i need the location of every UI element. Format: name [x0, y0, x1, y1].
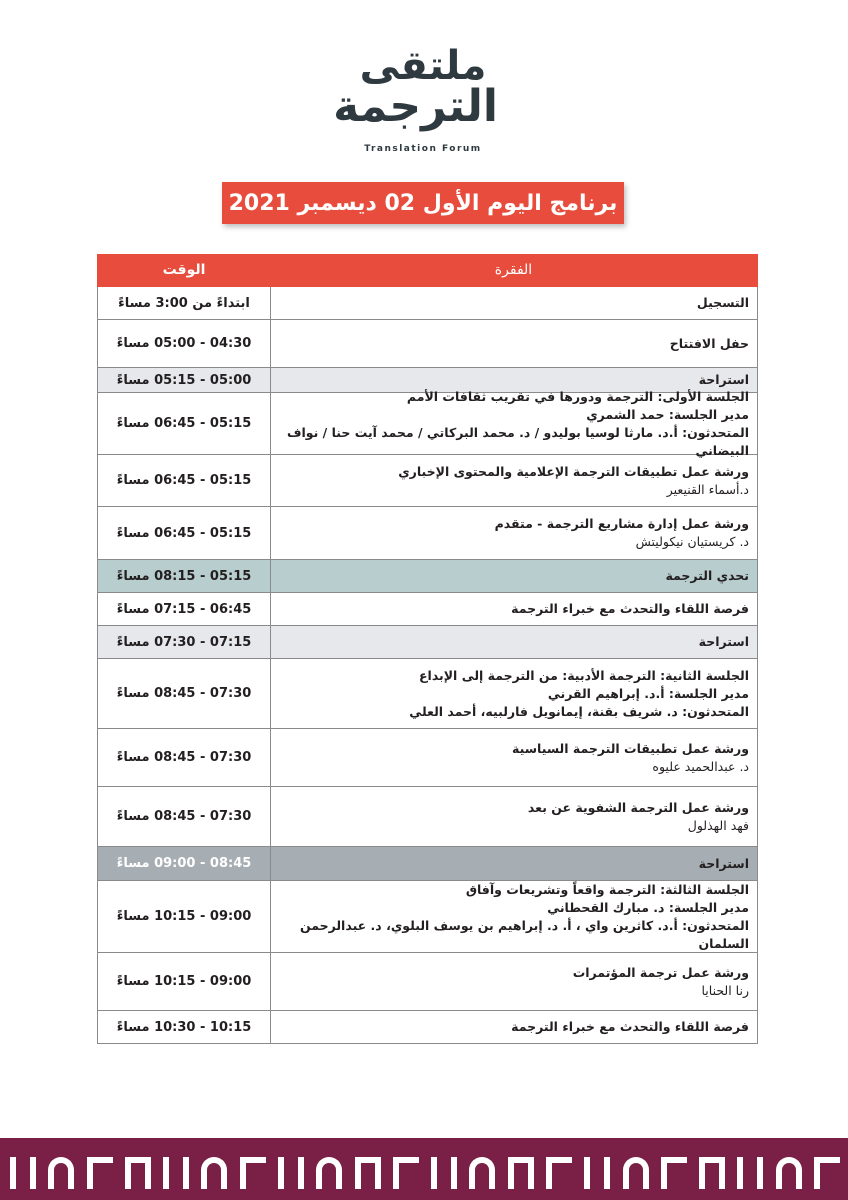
time-cell: 09:00 - 10:15 مساءً — [98, 953, 271, 1010]
time-cell: 05:15 - 06:45 مساءً — [98, 507, 271, 559]
item-line: استراحة — [698, 634, 749, 649]
header-item: الفقرة — [494, 262, 533, 278]
time-cell: 04:30 - 05:00 مساءً — [98, 320, 271, 367]
table-row — [97, 1011, 758, 1044]
item-line: مدير الجلسة: حمد الشمري — [586, 406, 749, 422]
item-line: تحدي الترجمة — [665, 568, 749, 583]
table-row — [97, 320, 758, 368]
table-row — [97, 507, 758, 560]
table-row — [97, 626, 758, 659]
table-row — [97, 953, 758, 1011]
item-line: استراحة — [698, 372, 749, 387]
item-cell — [271, 659, 757, 728]
item-cell — [271, 455, 757, 506]
item-line: ورشة عمل ترجمة المؤتمرات — [572, 964, 749, 980]
table-row — [97, 388, 758, 458]
item-line: مدير الجلسة: أ.د. إبراهيم القرني — [547, 685, 749, 701]
item-line: د. عبدالحميد عليوه — [652, 758, 749, 774]
footer-letterforms — [10, 1146, 840, 1200]
time-cell: 08:45 - 09:00 مساءً — [98, 847, 271, 880]
item-line: الجلسة الثالثة: الترجمة واقعاً وتشريعات وآفاق — [465, 881, 749, 897]
item-cell — [271, 320, 757, 367]
item-cell — [271, 626, 757, 658]
item-cell — [271, 729, 757, 786]
logo-english: Translation Forum — [364, 144, 482, 154]
item-line: فرصة اللقاء والتحدث مع خبراء الترجمة — [511, 601, 749, 616]
logo-arabic-line2: الترجمة — [333, 81, 498, 132]
item-line: المتحدثون: أ.د. مارثا لوسيا بوليدو / د. محمد البركاتي / محمد آيت حنا / نواف البيضاني — [286, 424, 749, 458]
item-line: استراحة — [698, 855, 749, 871]
item-cell — [271, 881, 757, 952]
item-cell — [271, 1011, 757, 1043]
item-line: الجلسة الأولى: الترجمة ودورها في تقريب ثقافات الأمم — [406, 388, 749, 404]
page-title: برنامج اليوم الأول 02 ديسمبر 2021 — [228, 190, 618, 216]
item-line: د.أسماء القنيعير — [666, 481, 749, 497]
table-row — [97, 881, 758, 953]
item-cell — [271, 787, 757, 846]
table-row — [97, 847, 758, 881]
item-cell — [271, 953, 757, 1010]
logo-arabic-line1: ملتقى — [359, 43, 487, 89]
header-time: الوقت — [162, 262, 206, 278]
time-cell: 05:15 - 08:15 مساءً — [98, 560, 271, 592]
time-cell: ابتداءً من 3:00 مساءً — [98, 287, 271, 319]
title-banner — [222, 182, 624, 224]
table-row — [97, 560, 758, 593]
decorative-footer-band — [0, 1138, 848, 1200]
item-line: ورشة عمل تطبيقات الترجمة السياسية — [512, 740, 749, 756]
time-cell: 05:15 - 06:45 مساءً — [98, 393, 271, 454]
item-line: التسجيل — [696, 295, 749, 310]
table-row — [97, 287, 758, 320]
item-cell — [271, 287, 757, 319]
table-row — [97, 593, 758, 626]
item-line: فرصة اللقاء والتحدث مع خبراء الترجمة — [511, 1019, 749, 1034]
item-line: مدير الجلسة: د. مبارك القحطاني — [547, 899, 749, 915]
item-line: رنا الحنايا — [701, 982, 749, 998]
item-cell — [271, 847, 757, 880]
item-cell — [271, 593, 757, 625]
item-line: ورشة عمل الترجمة الشفوية عن بعد — [527, 799, 749, 815]
time-cell: 07:30 - 08:45 مساءً — [98, 729, 271, 786]
time-cell: 07:30 - 08:45 مساءً — [98, 787, 271, 846]
table-row — [97, 787, 758, 847]
item-line: المتحدثون: أ.د. كاثرين واي ، أ. د. إبراهيم بن يوسف البلوي، د. عبدالرحمن السلمان — [299, 917, 749, 951]
schedule-table — [97, 254, 758, 1044]
item-line: فهد الهذلول — [687, 817, 749, 833]
table-row — [97, 729, 758, 787]
time-cell: 06:45 - 07:15 مساءً — [98, 593, 271, 625]
item-line: د. كريستيان نيكوليتش — [635, 534, 749, 549]
item-line: ورشة عمل تطبيقات الترجمة الإعلامية والمحتوى الإخباري — [398, 463, 749, 479]
table-row — [97, 455, 758, 507]
item-line: الجلسة الثانية: الترجمة الأدبية: من الترجمة إلى الإبداع — [419, 667, 749, 683]
forum-logo — [333, 40, 498, 160]
time-cell: 07:30 - 08:45 مساءً — [98, 659, 271, 728]
item-cell — [271, 560, 757, 592]
item-line: ورشة عمل إدارة مشاريع الترجمة - متقدم — [494, 516, 749, 531]
item-cell — [271, 388, 757, 458]
table-row — [97, 659, 758, 729]
time-cell: 10:15 - 10:30 مساءً — [98, 1011, 271, 1043]
time-cell: 05:00 - 05:15 مساءً — [98, 368, 271, 392]
item-line: المتحدثون: د. شريف بقنة، إيمانويل فارلبيه، أحمد العلي — [409, 703, 749, 719]
time-cell: 09:00 - 10:15 مساءً — [98, 881, 271, 952]
item-cell — [271, 507, 757, 559]
time-cell: 05:15 - 06:45 مساءً — [98, 455, 271, 506]
table-header-row — [97, 254, 758, 287]
item-line: حفل الافتتاح — [669, 335, 749, 351]
time-cell: 07:15 - 07:30 مساءً — [98, 626, 271, 658]
